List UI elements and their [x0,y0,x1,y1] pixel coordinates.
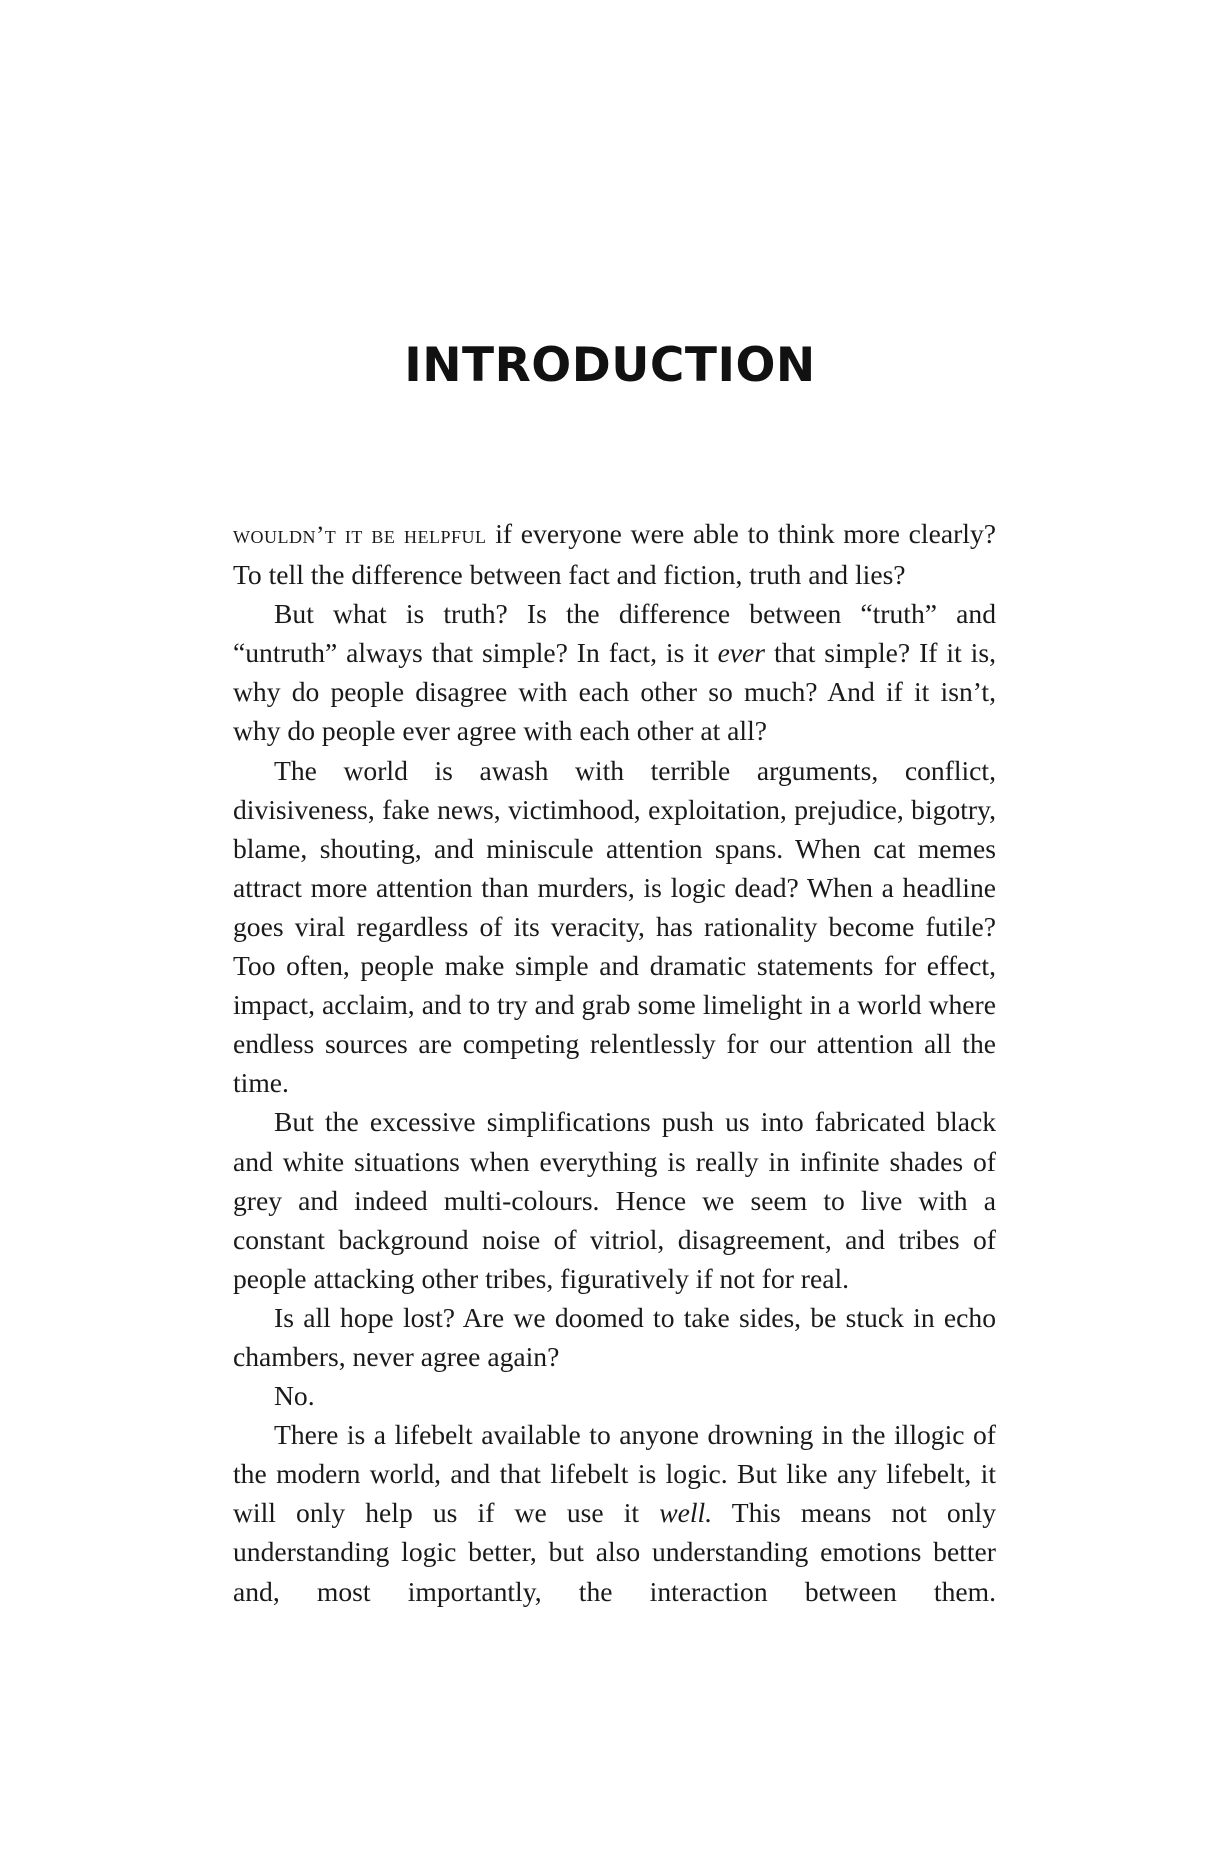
paragraph-2-text-before: But what is truth? Is the difference between “truth” and “untruth” always that simple? In fact, is it [233,598,996,669]
paragraph-7-text-after: This means not only understanding logic better, but also understanding emotions better and, most importantly, the interaction between them. [233,1497,996,1607]
paragraph-4: But the excessive simplifications push us into fabricated black and white situations when everything is really in infinite shades of grey and indeed multi-colours. Hence we seem to live with a constant background noise of vitriol, disagreement, and tribes of people attacking other tribes, figuratively if not for real. [233,1106,996,1294]
paragraph-1 [233,514,996,594]
paragraph-1-text: if everyone were able to think more clearly? To tell the difference between fact and fiction, truth and lies? [233,518,996,591]
paragraph-2 [233,594,996,750]
paragraph-7-text-before: There is a lifebelt available to anyone drowning in the illogic of the modern world, and that lifebelt is logic. But like any lifebelt, it will only help us if we use it [233,1419,996,1529]
body-text [233,514,996,1611]
paragraph-7-emphasis: well. [659,1497,713,1529]
paragraph-5: Is all hope lost? Are we doomed to take sides, be stuck in echo chambers, never agree again? [233,1301,996,1372]
chapter-title: INTRODUCTION [404,338,816,393]
opening-small-caps: wouldn’t it be helpful [233,522,487,549]
paragraph-2-emphasis: ever [717,637,766,669]
paragraph-7 [233,1415,996,1610]
paragraph-3: The world is awash with terrible arguments, conflict, divisiveness, fake news, victimhood, exploitation, prejudice, bigotry, blame, shouting, and miniscule attention spans. When cat memes attract more attention than murders, is logic dead? When a headline goes viral regardless of its veracity, has rationality become futile? Too often, people make simple and dramatic statements for effect, impact, acclaim, and to try and grab some limelight in a world where endless sources are competing relentlessly for our attention all the time. [233,754,996,1099]
paragraph-2-text-after: that simple? If it is, why do people disagree with each other so much? And if it isn’t, why do people ever agree with each other at all? [233,637,996,747]
paragraph-6: No. [274,1380,315,1412]
